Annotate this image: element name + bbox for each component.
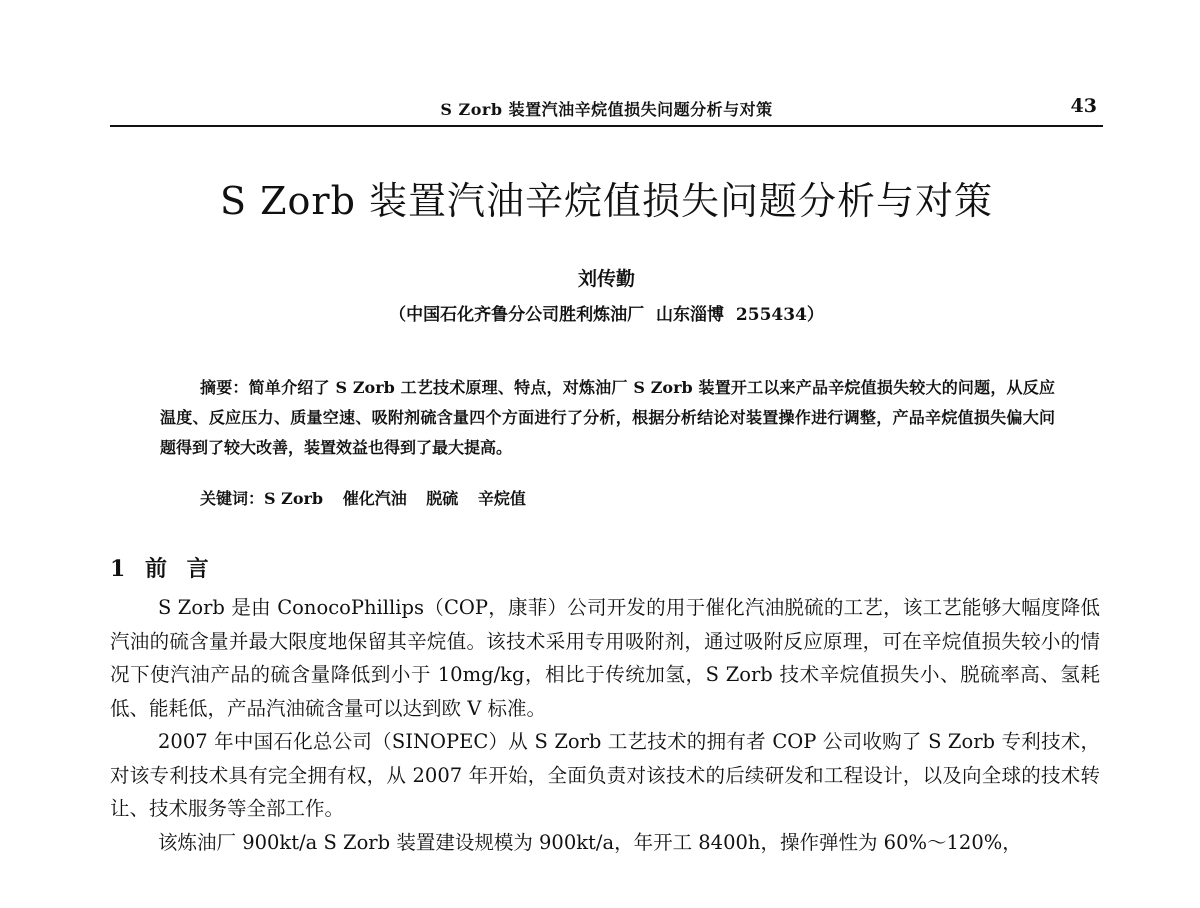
keywords [200,486,540,509]
body-paragraph: S Zorb 是由 ConocoPhillips（COP，康菲）公司开发的用于催化汽油脱硫的工艺，该工艺能够大幅度降低汽油的硫含量并最大限度地保留其辛烷值。该技术采用专用吸附剂，通过吸附反应原理，可在辛烷值损失较小的情况下使汽油产品的硫含量降低到小于 10mg/kg，相比于传统加氢，S Zorb 技术辛烷值损失小、脱硫率高、氢耗低、能耗低，产品汽油硫含量可以达到欧 V 标准。 [110,596,1100,720]
body-paragraph: 2007 年中国石化总公司（SINOPEC）从 S Zorb 工艺技术的拥有者 COP 公司收购了 S Zorb 专利技术，对该专利技术具有完全拥有权，从 2007 年开始，全面负责对该技术的后续研发和工程设计，以及向全球的技术转让、技术服务等全部工作。 [110,730,1100,820]
running-head-title: S Zorb 装置汽油辛烷值损失问题分析与对策 [440,100,773,119]
author-affiliation: （中国石化齐鲁分公司胜利炼油厂 山东淄博 255434） [389,305,824,325]
section-heading: 1 前 言 [110,556,215,582]
header-rule-divider [110,125,1103,127]
keyword-item: 脱硫 [426,489,459,508]
article-title: S Zorb 装置汽油辛烷值损失问题分析与对策 [220,179,993,223]
keyword-item: S Zorb [264,489,324,508]
page-number: 43 [1070,95,1097,117]
keywords-label: 关键词： [200,489,265,508]
keyword-item: 催化汽油 [342,489,407,508]
section-body [110,591,1100,859]
running-head [110,95,1103,123]
author-name: 刘传勤 [577,268,635,290]
abstract [160,373,1055,463]
abstract-label: 摘要： [200,378,249,397]
keyword-item: 辛烷值 [477,489,526,508]
abstract-text: 简单介绍了 S Zorb 工艺技术原理、特点，对炼油厂 S Zorb 装置开工以来产品辛烷值损失较大的问题，从反应温度、反应压力、质量空速、吸附剂硫含量四个方面进行了分析，根据分析结论对装置操作进行调整，产品辛烷值损失偏大问题得到了较大改善，装置效益也得到了最大提高。 [160,378,1055,457]
body-paragraph: 该炼油厂 900kt/a S Zorb 装置建设规模为 900kt/a，年开工 8400h，操作弹性为 60%～120%， [158,830,1022,854]
